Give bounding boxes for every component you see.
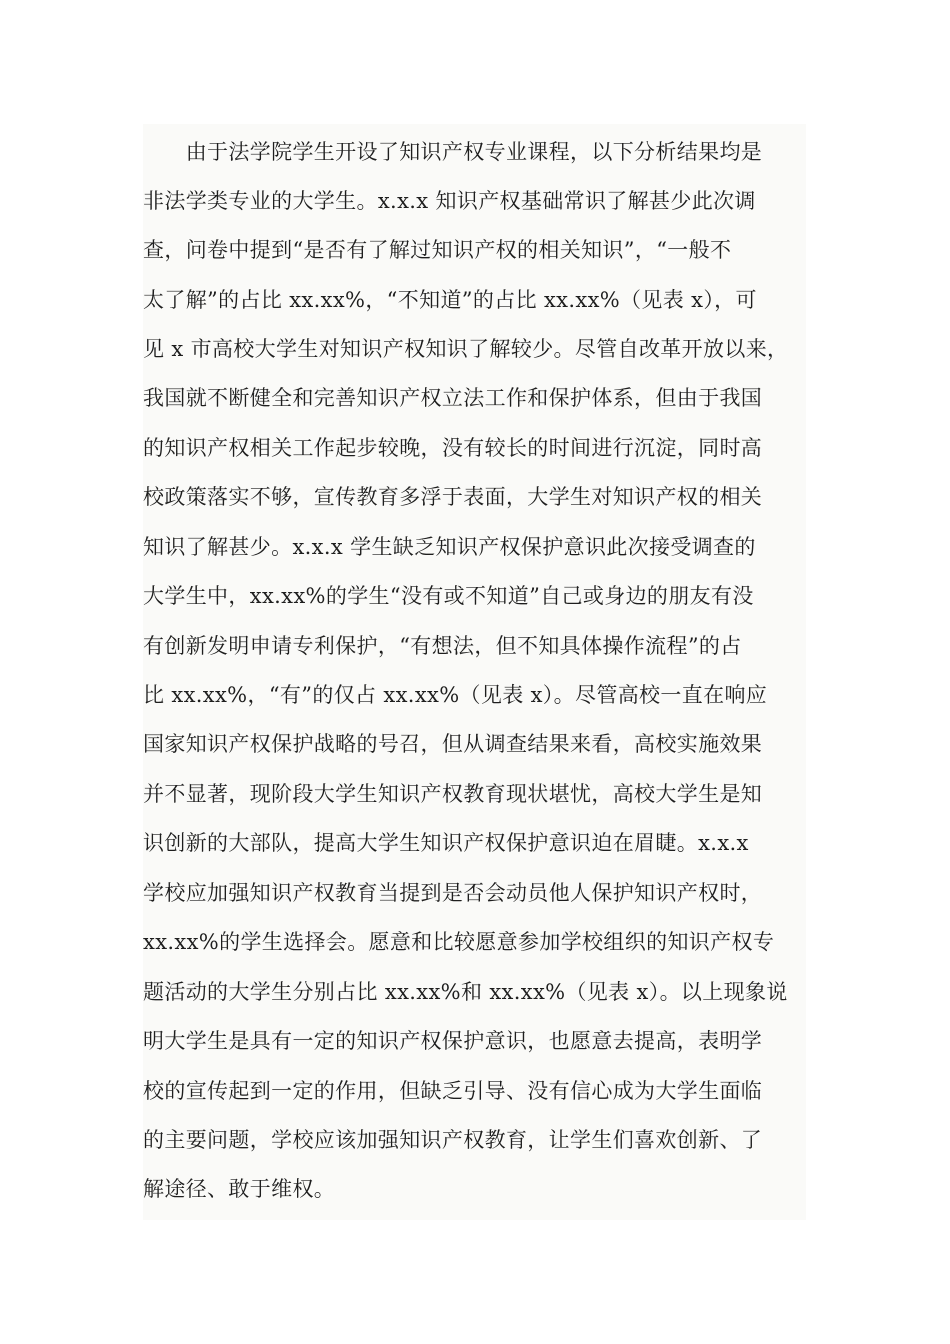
- text-line: 解途径、敢于维权。: [143, 1177, 336, 1201]
- text-line: 明大学生是具有一定的知识产权保护意识，也愿意去提高，表明学: [143, 1029, 763, 1053]
- text-line: 题活动的大学生分别占比 xx.xx%和 xx.xx%（见表 x）。以上现象说: [143, 980, 788, 1004]
- text-line: 校政策落实不够，宣传教育多浮于表面，大学生对知识产权的相关: [143, 485, 763, 509]
- text-line: 识创新的大部队，提高大学生知识产权保护意识迫在眉睫。x.x.x: [143, 831, 749, 855]
- text-line: 非法学类专业的大学生。x.x.x 知识产权基础常识了解甚少此次调: [143, 189, 756, 213]
- text-line: 由于法学院学生开设了知识产权专业课程，以下分析结果均是: [143, 140, 763, 164]
- text-line: 的知识产权相关工作起步较晚，没有较长的时间进行沉淀，同时高: [143, 436, 763, 460]
- text-line: 国家知识产权保护战略的号召，但从调查结果来看，高校实施效果: [143, 732, 763, 756]
- paragraph-block: [143, 124, 806, 1220]
- text-line: 比 xx.xx%，“有”的仅占 xx.xx%（见表 x）。尽管高校一直在响应: [143, 683, 768, 707]
- text-line: 校的宣传起到一定的作用，但缺乏引导、没有信心成为大学生面临: [143, 1079, 763, 1103]
- text-line: 太了解”的占比 xx.xx%，“不知道”的占比 xx.xx%（见表 x），可: [143, 288, 757, 312]
- text-line: 有创新发明申请专利保护，“有想法，但不知具体操作流程”的占: [143, 634, 742, 658]
- text-line: 知识了解甚少。x.x.x 学生缺乏知识产权保护意识此次接受调查的: [143, 535, 756, 559]
- text-line: xx.xx%的学生选择会。愿意和比较愿意参加学校组织的知识产权专: [143, 930, 775, 954]
- text-line: 并不显著，现阶段大学生知识产权教育现状堪忧，高校大学生是知: [143, 782, 763, 806]
- text-line: 我国就不断健全和完善知识产权立法工作和保护体系，但由于我国: [143, 386, 763, 410]
- text-line: 见 x 市高校大学生对知识产权知识了解较少。尽管自改革开放以来，: [143, 337, 789, 361]
- text-line: 的主要问题，学校应该加强知识产权教育，让学生们喜欢创新、了: [143, 1128, 763, 1152]
- text-line: 查，问卷中提到“是否有了解过知识产权的相关知识”，“一般不: [143, 238, 732, 262]
- text-line: 大学生中，xx.xx%的学生“没有或不知道”自己或身边的朋友有没: [143, 584, 754, 608]
- text-line: 学校应加强知识产权教育当提到是否会动员他人保护知识产权时，: [143, 881, 763, 905]
